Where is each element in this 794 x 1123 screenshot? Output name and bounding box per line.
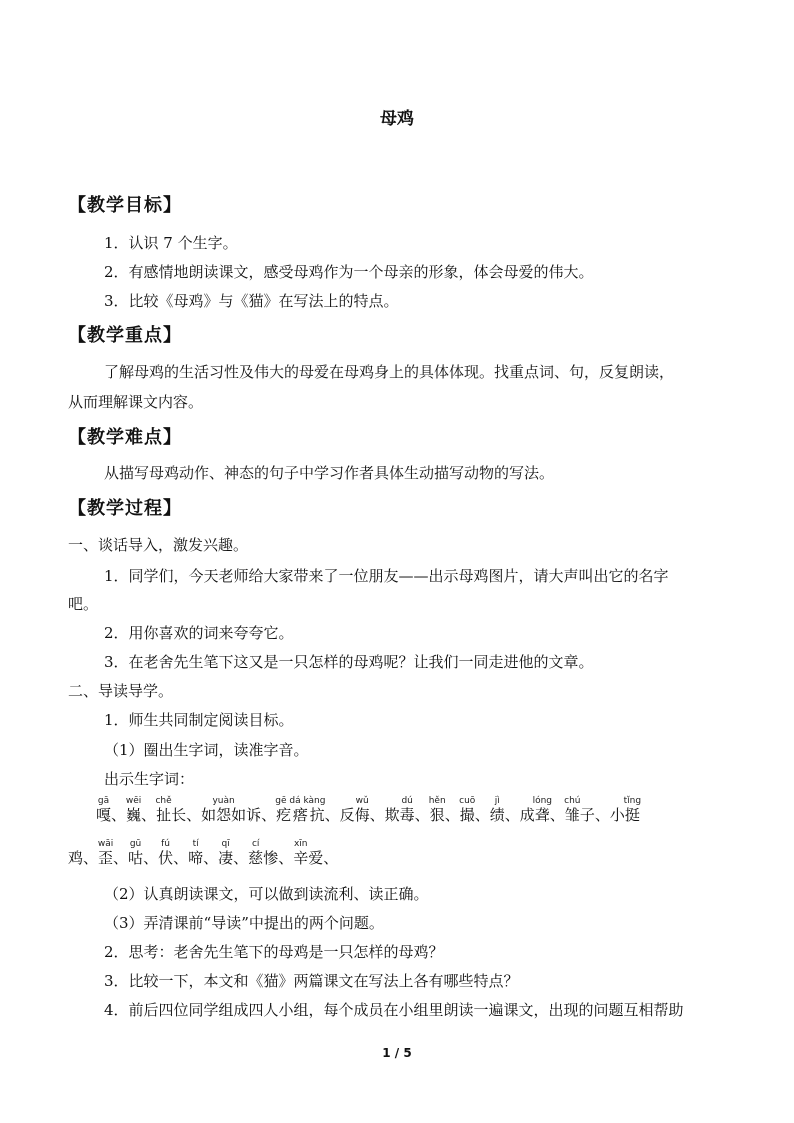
vocab-pinyin: qī bbox=[218, 839, 234, 849]
part2-title: 二、导读导学。 bbox=[68, 682, 174, 700]
heading-difficulty: 【教学难点】 bbox=[68, 427, 182, 448]
vocab-pinyin: hěn bbox=[428, 796, 446, 806]
heading-goals: 【教学目标】 bbox=[68, 195, 182, 216]
part1-item3: 3．在老舍先生笔下这又是一只怎样的母鸡呢？让我们一同走进他的文章。 bbox=[104, 653, 594, 671]
vocab-pinyin: dú bbox=[399, 796, 415, 806]
part1-title: 一、谈话导入，激发兴趣。 bbox=[68, 536, 249, 554]
vocab-pinyin: wēi bbox=[125, 796, 142, 806]
vocab-char: 聋 bbox=[532, 806, 552, 824]
vocab-pinyin: yuàn bbox=[212, 796, 235, 806]
vocab-pinyin: fú bbox=[158, 839, 174, 849]
vocab-char: 疙瘩抗 bbox=[275, 806, 326, 824]
vocab-word bbox=[125, 796, 142, 824]
part2-sub3: （3）弄清课前“导读”中提出的两个问题。 bbox=[104, 914, 384, 932]
vocab-char: 狠 bbox=[428, 806, 446, 824]
vocab-pinyin: gū bbox=[128, 839, 144, 849]
vocab-char: 嘎 bbox=[96, 806, 112, 824]
part2-sub2: （2）认真朗读课文，可以做到读流利、读正确。 bbox=[104, 885, 429, 903]
vocab-pinyin: wāi bbox=[97, 839, 114, 849]
part1-item2: 2．用你喜欢的词来夸夸它。 bbox=[104, 624, 294, 642]
vocab-word bbox=[354, 796, 370, 824]
vocab-char: 咕 bbox=[128, 849, 144, 867]
vocab-char: 巍 bbox=[125, 806, 142, 824]
vocab-pinyin: chě bbox=[155, 796, 172, 806]
vocab-word bbox=[564, 796, 581, 824]
vocab-word bbox=[212, 796, 235, 824]
vocab-word bbox=[158, 839, 174, 867]
vocab-pinyin: chú bbox=[564, 796, 581, 806]
vocab-text: 、 bbox=[173, 849, 189, 867]
vocab-text: 、反 bbox=[324, 806, 355, 824]
vocab-row-1 bbox=[96, 796, 641, 825]
vocab-text: 、 bbox=[143, 849, 159, 867]
goal-item-3: 3．比较《母鸡》与《猫》在写法上的特点。 bbox=[104, 292, 399, 310]
vocab-text: 、成 bbox=[504, 806, 535, 824]
vocab-word bbox=[128, 839, 144, 867]
vocab-pinyin: gā bbox=[96, 796, 112, 806]
vocab-pinyin: cí bbox=[248, 839, 264, 849]
part2-item4: 4．前后四位同学组成四人小组，每个成员在小组里朗读一遍课文，出现的问题互相帮助 bbox=[104, 1001, 684, 1019]
goal-item-1: 1．认识 7 个生字。 bbox=[104, 234, 238, 252]
vocab-word bbox=[623, 796, 642, 824]
vocab-text: 如诉、 bbox=[231, 806, 277, 824]
vocab-word bbox=[218, 839, 234, 867]
vocab-word bbox=[428, 796, 446, 824]
difficulty-text: 从描写母鸡动作、神态的句子中学习作者具体生动描写动物的写法。 bbox=[104, 464, 555, 482]
vocab-text: 、欺 bbox=[369, 806, 400, 824]
vocab-word bbox=[248, 839, 264, 867]
vocab-char: 雏 bbox=[564, 806, 581, 824]
page-title: 母鸡 bbox=[380, 109, 414, 129]
heading-focus: 【教学重点】 bbox=[68, 325, 182, 346]
vocab-text: 、 bbox=[113, 849, 129, 867]
vocab-char: 慈 bbox=[248, 849, 264, 867]
heading-process: 【教学过程】 bbox=[68, 498, 182, 519]
vocab-word bbox=[399, 796, 415, 824]
goal-item-2: 2．有感情地朗读课文，感受母鸡作为一个母亲的形象，体会母爱的伟大。 bbox=[104, 263, 594, 281]
vocab-text: 、 bbox=[111, 806, 127, 824]
part2-item2: 2．思考：老舍先生笔下的母鸡是一只怎样的母鸡？ bbox=[104, 943, 444, 961]
vocab-char: 辛 bbox=[293, 849, 309, 867]
vocab-word bbox=[293, 839, 309, 867]
part1-item1-line1: 1．同学们，今天老师给大家带来了一位朋友——出示母鸡图片，请大声叫出它的名字 bbox=[104, 567, 669, 585]
part2-item3: 3．比较一下，本文和《猫》两篇课文在写法上各有哪些特点？ bbox=[104, 972, 519, 990]
vocab-text: 、 bbox=[233, 849, 249, 867]
page-number: 1 / 5 bbox=[382, 1046, 412, 1060]
vocab-word bbox=[97, 839, 114, 867]
vocab-pinyin: xīn bbox=[293, 839, 309, 849]
vocab-char: 撮 bbox=[459, 806, 476, 824]
vocab-word bbox=[532, 796, 552, 824]
vocab-text: 子、小 bbox=[579, 806, 625, 824]
vocab-word bbox=[155, 796, 172, 824]
focus-line-1: 了解母鸡的生活习性及伟大的母爱在母鸡身上的具体体现。找重点词、句，反复朗读， bbox=[104, 363, 675, 381]
focus-line-2: 从而理解课文内容。 bbox=[68, 393, 204, 411]
vocab-char: 毒 bbox=[399, 806, 415, 824]
vocab-text: 、 bbox=[141, 806, 157, 824]
vocab-pinyin: lóng bbox=[532, 796, 552, 806]
vocab-word bbox=[459, 796, 476, 824]
vocab-pinyin: tí bbox=[188, 839, 204, 849]
vocab-pinyin: jì bbox=[489, 796, 505, 806]
vocab-text: 、 bbox=[549, 806, 565, 824]
vocab-word bbox=[275, 796, 326, 824]
vocab-word bbox=[489, 796, 505, 824]
vocab-char: 伏 bbox=[158, 849, 174, 867]
vocab-char: 凄 bbox=[218, 849, 234, 867]
vocab-pinyin: gē dá kàng bbox=[275, 796, 326, 806]
part1-item1-line2: 吧。 bbox=[68, 595, 99, 613]
vocab-word bbox=[188, 839, 204, 867]
vocab-text: 、 bbox=[203, 849, 219, 867]
vocab-char: 侮 bbox=[354, 806, 370, 824]
vocab-char: 扯 bbox=[155, 806, 172, 824]
vocab-char: 挺 bbox=[623, 806, 642, 824]
show-words-label: 出示生字词： bbox=[104, 770, 195, 788]
vocab-pinyin: cuō bbox=[459, 796, 476, 806]
vocab-char: 啼 bbox=[188, 849, 204, 867]
vocab-text: 长、如 bbox=[171, 806, 217, 824]
vocab-char: 歪 bbox=[97, 849, 114, 867]
part2-sub1: （1）圈出生字词，读准字音。 bbox=[104, 741, 309, 759]
vocab-text: 鸡、 bbox=[68, 849, 99, 867]
vocab-word bbox=[96, 796, 112, 824]
vocab-text: 、 bbox=[444, 806, 460, 824]
vocab-text: 惨、 bbox=[263, 849, 294, 867]
vocab-pinyin: tǐng bbox=[623, 796, 642, 806]
vocab-row-2 bbox=[68, 839, 338, 868]
vocab-pinyin: wǔ bbox=[354, 796, 370, 806]
vocab-char: 绩 bbox=[489, 806, 505, 824]
part2-item1: 1．师生共同制定阅读目标。 bbox=[104, 711, 294, 729]
vocab-text: 、 bbox=[474, 806, 490, 824]
vocab-text: 爱、 bbox=[308, 849, 339, 867]
vocab-char: 怨 bbox=[212, 806, 235, 824]
vocab-text: 、 bbox=[414, 806, 430, 824]
